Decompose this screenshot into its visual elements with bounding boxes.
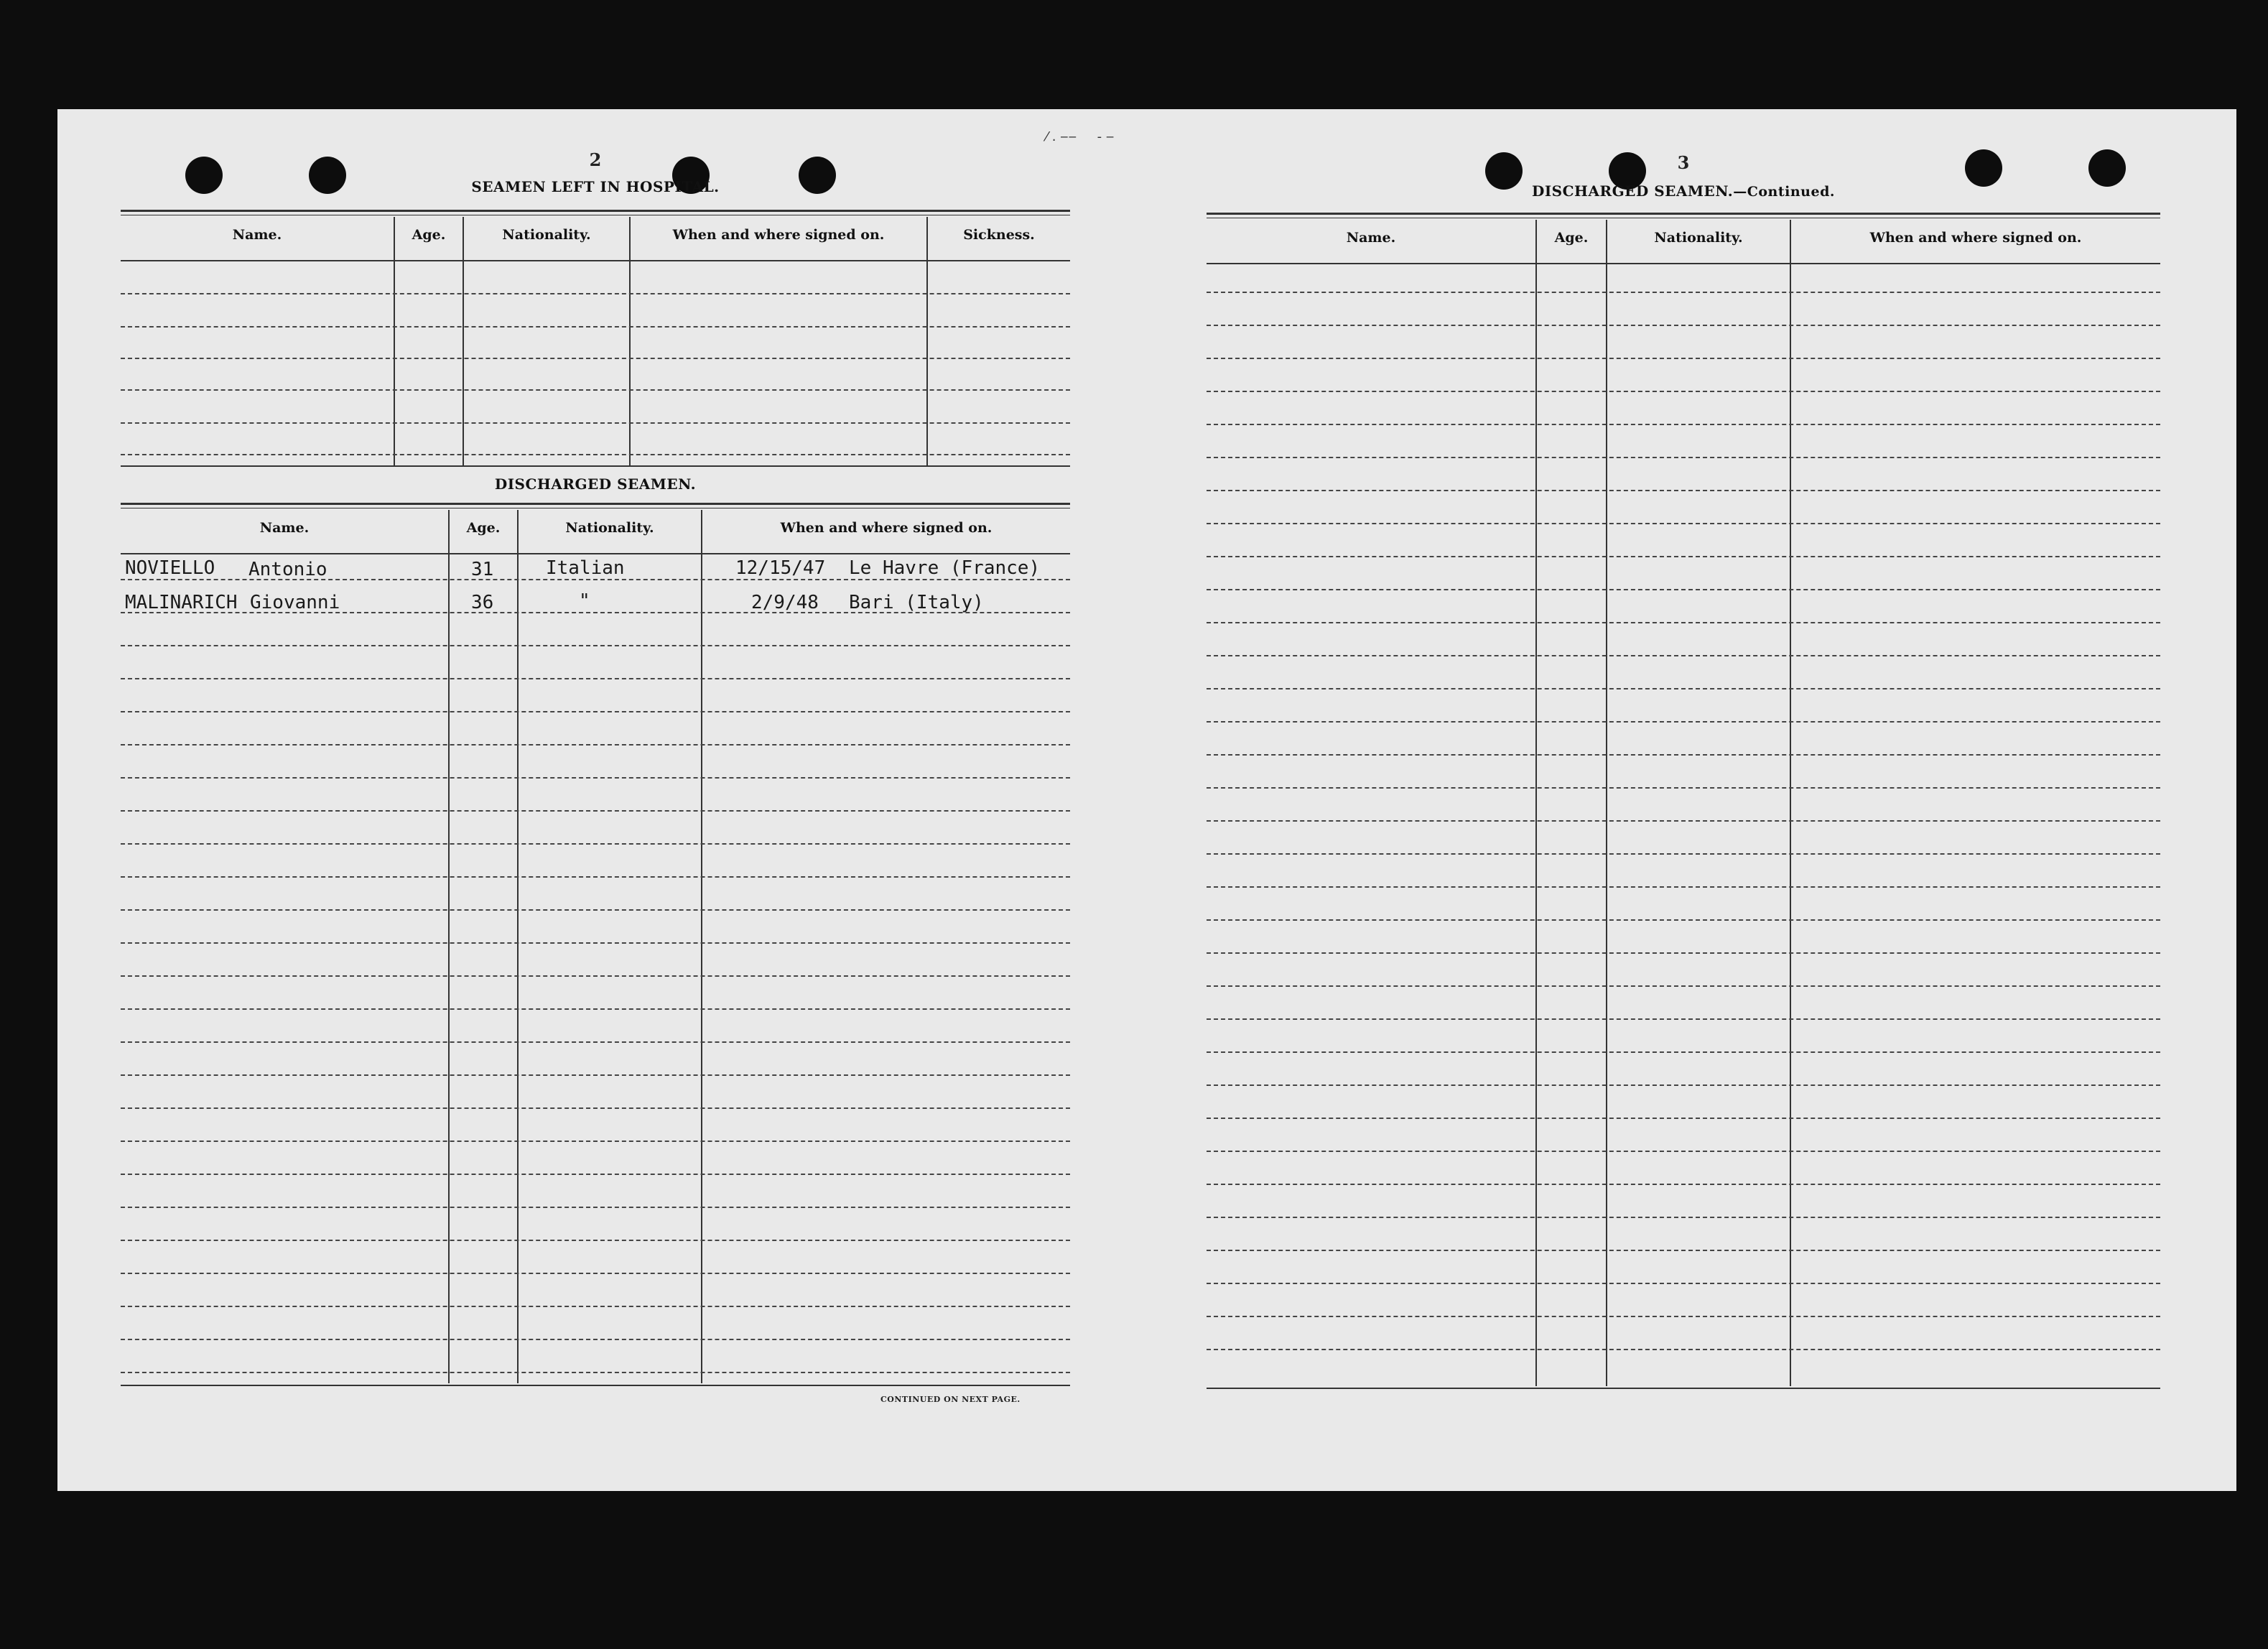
entry-line xyxy=(1207,1084,2160,1086)
entry-line xyxy=(1207,358,2160,359)
entry-line xyxy=(121,975,1070,977)
column-divider xyxy=(394,217,395,465)
discharged-table xyxy=(121,510,1070,1383)
entry-line xyxy=(1207,985,2160,987)
column-header-age: Age. xyxy=(466,520,501,536)
entry-line xyxy=(121,422,1070,424)
signed-on-date: 12/15/47 xyxy=(735,557,826,579)
column-divider xyxy=(926,217,928,465)
column-divider xyxy=(1790,220,1791,1386)
entry-line xyxy=(1207,1051,2160,1053)
entry-line xyxy=(121,1306,1070,1307)
entry-line xyxy=(121,1339,1070,1340)
seaman-age: 31 xyxy=(471,559,494,580)
bottom-rule xyxy=(1207,1388,2160,1389)
column-header-signed-on: When and where signed on. xyxy=(1869,230,2082,246)
entry-line xyxy=(1207,622,2160,623)
entry-line xyxy=(1207,655,2160,656)
entry-line xyxy=(1207,1283,2160,1284)
column-divider xyxy=(463,217,464,465)
entry-line xyxy=(1207,457,2160,458)
double-rule xyxy=(121,210,1070,215)
entry-line xyxy=(121,909,1070,911)
seaman-given-name: Antonio xyxy=(248,559,327,580)
page-number: 2 xyxy=(589,149,602,170)
column-header-age: Age. xyxy=(1554,230,1589,246)
entry-line xyxy=(121,1174,1070,1175)
entry-line xyxy=(1207,1250,2160,1251)
entry-line xyxy=(1207,787,2160,789)
discharged-continued-header xyxy=(1207,220,2160,264)
entry-line xyxy=(121,389,1070,391)
entry-line xyxy=(1207,1349,2160,1350)
entry-line xyxy=(1207,853,2160,855)
ink-smudge: ⁄ . ‒‒ ‐ ‒ xyxy=(1046,129,1115,144)
discharged-table-header xyxy=(121,510,1070,554)
entry-line xyxy=(1207,424,2160,425)
entry-line xyxy=(121,1141,1070,1142)
entry-line xyxy=(121,876,1070,878)
entry-line xyxy=(121,843,1070,845)
discharged-section-title: DISCHARGED SEAMEN. xyxy=(494,475,697,493)
entry-line xyxy=(121,645,1070,646)
column-divider xyxy=(629,217,631,465)
entry-line xyxy=(121,678,1070,679)
hospital-table xyxy=(121,217,1070,465)
entry-line xyxy=(121,454,1070,455)
column-header-signed-on: When and where signed on. xyxy=(672,227,885,243)
entry-line xyxy=(1207,1118,2160,1119)
entry-line xyxy=(1207,556,2160,557)
column-header-sickness: Sickness. xyxy=(963,227,1035,243)
entry-line xyxy=(121,358,1070,359)
column-divider xyxy=(448,510,450,1383)
seaman-given-name: Giovanni xyxy=(250,592,340,613)
entry-line xyxy=(1207,721,2160,723)
column-header-nationality: Nationality. xyxy=(1654,230,1743,246)
hospital-section-title: SEAMEN LEFT IN HOSPITAL. xyxy=(471,178,720,195)
entry-line xyxy=(121,1107,1070,1109)
double-rule xyxy=(1207,213,2160,218)
entry-line xyxy=(1207,523,2160,524)
entry-line xyxy=(121,1008,1070,1010)
column-header-nationality: Nationality. xyxy=(565,520,654,536)
entry-line xyxy=(1207,325,2160,326)
column-divider xyxy=(1606,220,1607,1386)
seaman-age: 36 xyxy=(471,592,494,613)
entry-line xyxy=(1207,886,2160,888)
column-divider xyxy=(517,510,519,1383)
entry-line xyxy=(121,744,1070,745)
entry-line xyxy=(1207,292,2160,293)
entry-line xyxy=(1207,754,2160,756)
entry-line xyxy=(1207,1018,2160,1020)
entry-line xyxy=(121,777,1070,779)
entry-line xyxy=(1207,1316,2160,1317)
discharged-continued-title xyxy=(1207,182,2160,200)
entry-line xyxy=(121,1273,1070,1274)
section-rule xyxy=(121,465,1070,467)
entry-line xyxy=(1207,820,2160,822)
entry-line xyxy=(1207,490,2160,491)
entry-line xyxy=(1207,589,2160,590)
entry-line xyxy=(121,1041,1070,1043)
entry-line xyxy=(121,612,1070,613)
title-text: DISCHARGED SEAMEN. xyxy=(1531,182,1734,200)
entry-line xyxy=(121,326,1070,328)
entry-line xyxy=(121,942,1070,944)
signed-on-place: Bari (Italy) xyxy=(849,592,984,613)
seaman-nationality: Italian xyxy=(546,557,625,579)
continued-note: CONTINUED ON NEXT PAGE. xyxy=(880,1395,1021,1404)
entry-line xyxy=(1207,688,2160,689)
entry-line xyxy=(121,1372,1070,1373)
entry-line xyxy=(1207,952,2160,954)
column-header-name: Name. xyxy=(1346,230,1396,246)
signed-on-place: Le Havre (France) xyxy=(849,557,1041,579)
column-header-nationality: Nationality. xyxy=(502,227,591,243)
seaman-surname: MALINARICH xyxy=(125,592,238,613)
entry-line xyxy=(1207,1217,2160,1218)
entry-line xyxy=(121,711,1070,712)
column-divider xyxy=(1535,220,1537,1386)
entry-line xyxy=(121,579,1070,580)
entry-line xyxy=(1207,1151,2160,1152)
entry-line xyxy=(121,810,1070,812)
column-header-signed-on: When and where signed on. xyxy=(780,520,993,536)
entry-line xyxy=(121,293,1070,294)
entry-line xyxy=(121,1074,1070,1076)
entry-line xyxy=(1207,919,2160,921)
document-sheet xyxy=(57,109,2236,1491)
page-number: 3 xyxy=(1677,152,1690,173)
title-suffix: —Continued. xyxy=(1733,184,1835,200)
column-header-name: Name. xyxy=(259,520,310,536)
seaman-nationality: " xyxy=(579,590,590,612)
entry-line xyxy=(1207,1184,2160,1185)
column-header-age: Age. xyxy=(412,227,446,243)
signed-on-date: 2/9/48 xyxy=(751,592,819,613)
entry-line xyxy=(121,1240,1070,1241)
seaman-surname: NOVIELLO xyxy=(125,557,215,579)
bottom-rule xyxy=(121,1385,1070,1386)
column-divider xyxy=(701,510,702,1383)
column-header-name: Name. xyxy=(232,227,282,243)
entry-line xyxy=(1207,391,2160,392)
entry-line xyxy=(121,1207,1070,1208)
double-rule xyxy=(121,503,1070,508)
discharged-continued-table xyxy=(1207,220,2160,1386)
